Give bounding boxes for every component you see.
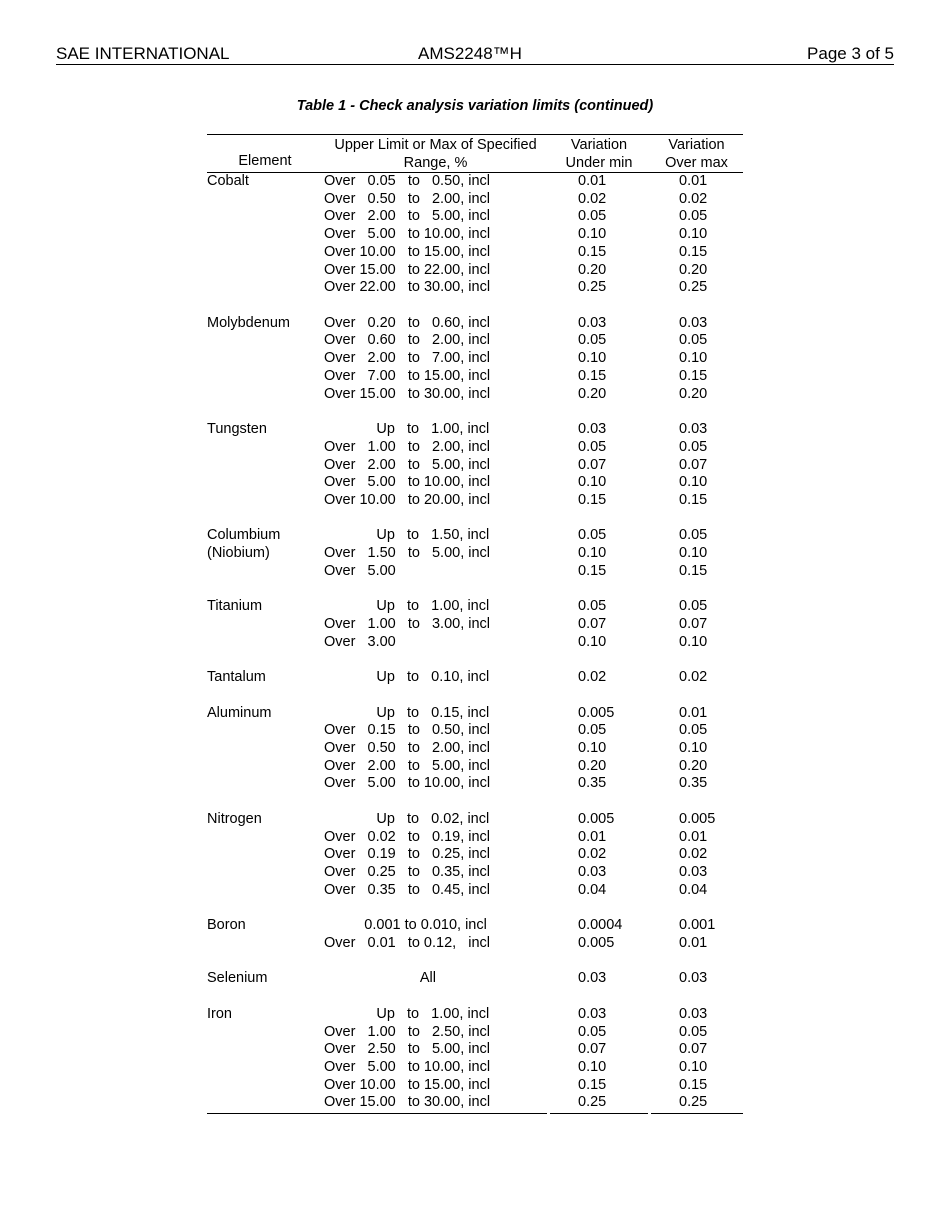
range-cell: Over 5.00: [324, 562, 396, 579]
over-max-cell: 0.03: [679, 421, 708, 438]
over-max-cell: 0.02: [679, 190, 708, 207]
column-header-range-line1: Upper Limit or Max of Specified: [334, 137, 537, 153]
range-cell: Over 0.05 to 0.50, incl: [324, 173, 491, 189]
range-cell: Over 0.50 to 2.00, incl: [324, 740, 491, 756]
page-header: [56, 44, 894, 65]
range-cell: Up to 0.15, incl: [324, 704, 490, 721]
under-min-cell: 0.10: [578, 545, 607, 562]
element-cell: Iron: [207, 1005, 232, 1022]
over-max-cell: 0.20: [679, 385, 708, 402]
over-max-cell: 0.01: [679, 828, 708, 845]
under-min-cell: 0.15: [578, 562, 607, 579]
under-min-cell: 0.10: [578, 633, 607, 650]
over-max-cell: 0.05: [679, 438, 708, 455]
header-organization: SAE INTERNATIONAL: [56, 44, 230, 63]
under-min-cell: 0.0004: [578, 917, 623, 934]
range-cell: Over 1.00 to 3.00, incl: [324, 615, 491, 632]
range-cell: Up to 1.00, incl: [324, 421, 490, 438]
column-header-under-min-line1: Variation: [570, 137, 628, 153]
table-row: [207, 1024, 743, 1042]
under-min-cell: 0.15: [578, 1076, 607, 1093]
range-cell: Over 5.00 to 10.00, incl: [324, 226, 491, 243]
under-min-cell: 0.04: [578, 881, 607, 898]
under-min-cell: 0.05: [578, 208, 607, 225]
table-row: [207, 386, 743, 404]
table-row: [207, 226, 743, 244]
under-min-cell: 0.05: [578, 598, 607, 615]
over-max-cell: 0.05: [679, 332, 708, 349]
group-spacer: [207, 297, 743, 315]
over-max-cell: 0.15: [679, 562, 708, 579]
under-min-cell: 0.01: [578, 173, 607, 189]
table-row: [207, 1077, 743, 1095]
over-max-cell: 0.35: [679, 775, 708, 792]
table-row: [207, 970, 743, 988]
range-cell: Over 1.00 to 2.00, incl: [324, 438, 491, 455]
over-max-cell: 0.10: [679, 1058, 708, 1075]
table-row: [207, 492, 743, 510]
table-row: [207, 332, 743, 350]
table-row: [207, 811, 743, 829]
over-max-cell: 0.20: [679, 261, 708, 278]
under-min-cell: 0.10: [578, 474, 607, 491]
group-spacer: [207, 988, 743, 1006]
under-min-cell: 0.03: [578, 970, 607, 987]
over-max-cell: 0.05: [679, 598, 708, 615]
table-row: [207, 262, 743, 280]
under-min-cell: 0.005: [578, 704, 615, 721]
element-cell: Columbium: [207, 527, 281, 544]
range-cell: 0.001 to 0.010, incl: [324, 917, 487, 934]
table-row: [207, 315, 743, 333]
element-cell: Tungsten: [207, 421, 267, 438]
range-cell: Over 10.00 to 15.00, incl: [324, 1076, 491, 1093]
under-min-cell: 0.25: [578, 279, 607, 296]
over-max-cell: 0.03: [679, 864, 708, 881]
range-cell: Up to 1.50, incl: [324, 527, 490, 544]
header-document-id: AMS2248™H: [418, 44, 522, 63]
variation-limits-table: [207, 134, 743, 1114]
table-row: [207, 598, 743, 616]
under-min-cell: 0.03: [578, 864, 607, 881]
column-header-range-line2: Range, %: [403, 154, 468, 171]
table-row: [207, 846, 743, 864]
table-body: [207, 173, 743, 1112]
range-cell: Over 10.00 to 15.00, incl: [324, 243, 491, 260]
table-row: [207, 722, 743, 740]
range-cell: Up to 1.00, incl: [324, 1005, 490, 1022]
under-min-cell: 0.15: [578, 491, 607, 508]
over-max-cell: 0.07: [679, 456, 708, 473]
column-header-under-min-line2: Under min: [565, 154, 633, 171]
range-cell: Over 7.00 to 15.00, incl: [324, 367, 491, 384]
under-min-cell: 0.15: [578, 367, 607, 384]
column-header-over-max-line2: Over max: [665, 154, 728, 171]
over-max-cell: 0.07: [679, 615, 708, 632]
over-max-cell: 0.03: [679, 314, 708, 331]
over-max-cell: 0.03: [679, 1005, 708, 1022]
under-min-cell: 0.05: [578, 1023, 607, 1040]
group-spacer: [207, 687, 743, 705]
over-max-cell: 0.10: [679, 226, 708, 243]
column-header-under-min: [548, 137, 650, 172]
under-min-cell: 0.20: [578, 385, 607, 402]
table-row: [207, 208, 743, 226]
group-spacer: [207, 899, 743, 917]
under-min-cell: 0.15: [578, 243, 607, 260]
table-row: [207, 563, 743, 581]
table-row: [207, 775, 743, 793]
range-cell: Over 0.01 to 0.12, incl: [324, 934, 491, 951]
element-cell: (Niobium): [207, 545, 270, 562]
element-cell: Boron: [207, 917, 246, 934]
column-header-range: [323, 137, 548, 172]
group-spacer: [207, 953, 743, 971]
under-min-cell: 0.05: [578, 722, 607, 739]
table-row: [207, 439, 743, 457]
range-cell: Over 0.02 to 0.19, incl: [324, 828, 491, 845]
range-cell: Up to 0.10, incl: [324, 669, 490, 686]
range-cell: Over 2.00 to 5.00, incl: [324, 757, 491, 774]
range-cell: Over 2.50 to 5.00, incl: [324, 1041, 491, 1058]
table-row: [207, 634, 743, 652]
table-row: [207, 882, 743, 900]
range-cell: Over 0.20 to 0.60, incl: [324, 314, 491, 331]
table-row: [207, 474, 743, 492]
under-min-cell: 0.10: [578, 1058, 607, 1075]
under-min-cell: 0.25: [578, 1094, 607, 1111]
element-cell: Nitrogen: [207, 810, 262, 827]
table-row: [207, 421, 743, 439]
table-header: [207, 135, 743, 173]
table-caption: Table 1 - Check analysis variation limits (continued): [296, 98, 654, 114]
under-min-cell: 0.20: [578, 757, 607, 774]
header-page-number: Page 3 of 5: [807, 44, 894, 63]
table-row: [207, 616, 743, 634]
range-cell: Over 1.50 to 5.00, incl: [324, 545, 491, 562]
over-max-cell: 0.15: [679, 243, 708, 260]
table-row: [207, 368, 743, 386]
range-cell: Over 15.00 to 30.00, incl: [324, 385, 491, 402]
over-max-cell: 0.05: [679, 527, 708, 544]
over-max-cell: 0.25: [679, 279, 708, 296]
table-row: [207, 1006, 743, 1024]
table-row: [207, 829, 743, 847]
under-min-cell: 0.07: [578, 1041, 607, 1058]
under-min-cell: 0.02: [578, 190, 607, 207]
under-min-cell: 0.02: [578, 669, 607, 686]
range-cell: Over 0.19 to 0.25, incl: [324, 846, 491, 863]
over-max-cell: 0.10: [679, 740, 708, 756]
range-cell: Over 15.00 to 22.00, incl: [324, 261, 491, 278]
over-max-cell: 0.10: [679, 545, 708, 562]
under-min-cell: 0.35: [578, 775, 607, 792]
under-min-cell: 0.01: [578, 828, 607, 845]
range-cell: Over 0.35 to 0.45, incl: [324, 881, 491, 898]
table-row: [207, 545, 743, 563]
element-cell: Selenium: [207, 970, 268, 987]
over-max-cell: 0.15: [679, 491, 708, 508]
over-max-cell: 0.005: [679, 810, 716, 827]
over-max-cell: 0.20: [679, 757, 708, 774]
under-min-cell: 0.03: [578, 421, 607, 438]
range-cell: Over 15.00 to 30.00, incl: [324, 1094, 491, 1111]
table-bottom-rule: [207, 1113, 743, 1114]
under-min-cell: 0.10: [578, 350, 607, 367]
column-header-element: Element: [238, 153, 292, 169]
over-max-cell: 0.10: [679, 350, 708, 367]
table-row: [207, 917, 743, 935]
over-max-cell: 0.10: [679, 633, 708, 650]
table-row: [207, 864, 743, 882]
range-cell: Over 5.00 to 10.00, incl: [324, 474, 491, 491]
range-cell: Over 22.00 to 30.00, incl: [324, 279, 491, 296]
over-max-cell: 0.07: [679, 1041, 708, 1058]
column-header-over-max-line1: Variation: [668, 137, 725, 153]
element-cell: Aluminum: [207, 704, 272, 721]
over-max-cell: 0.15: [679, 367, 708, 384]
element-cell: Tantalum: [207, 669, 266, 686]
under-min-cell: 0.20: [578, 261, 607, 278]
element-cell: Cobalt: [207, 173, 249, 189]
table-row: [207, 244, 743, 262]
group-spacer: [207, 403, 743, 421]
column-header-over-max: [650, 137, 743, 172]
range-cell: Over 5.00 to 10.00, incl: [324, 775, 491, 792]
range-cell: Over 3.00: [324, 633, 396, 650]
over-max-cell: 0.01: [679, 173, 708, 189]
under-min-cell: 0.07: [578, 615, 607, 632]
range-cell: Over 0.25 to 0.35, incl: [324, 864, 491, 881]
table-row: [207, 758, 743, 776]
range-cell: Over 2.00 to 5.00, incl: [324, 456, 491, 473]
table-row: [207, 705, 743, 723]
over-max-cell: 0.02: [679, 669, 708, 686]
group-spacer: [207, 651, 743, 669]
over-max-cell: 0.01: [679, 934, 708, 951]
over-max-cell: 0.15: [679, 1076, 708, 1093]
table-row: [207, 1094, 743, 1112]
range-cell: Over 0.15 to 0.50, incl: [324, 722, 491, 739]
under-min-cell: 0.10: [578, 740, 607, 756]
under-min-cell: 0.05: [578, 527, 607, 544]
over-max-cell: 0.02: [679, 846, 708, 863]
group-spacer: [207, 510, 743, 528]
over-max-cell: 0.001: [679, 917, 716, 934]
over-max-cell: 0.04: [679, 881, 708, 898]
table-row: [207, 457, 743, 475]
table-row: [207, 935, 743, 953]
range-cell: Over 10.00 to 20.00, incl: [324, 491, 491, 508]
over-max-cell: 0.05: [679, 208, 708, 225]
group-spacer: [207, 793, 743, 811]
range-cell: All: [324, 970, 436, 987]
under-min-cell: 0.005: [578, 810, 615, 827]
group-spacer: [207, 581, 743, 599]
over-max-cell: 0.01: [679, 704, 708, 721]
range-cell: Up to 0.02, incl: [324, 810, 490, 827]
under-min-cell: 0.02: [578, 846, 607, 863]
under-min-cell: 0.03: [578, 314, 607, 331]
table-row: [207, 191, 743, 209]
table-row: [207, 173, 743, 191]
under-min-cell: 0.10: [578, 226, 607, 243]
over-max-cell: 0.25: [679, 1094, 708, 1111]
table-row: [207, 350, 743, 368]
range-cell: Over 2.00 to 5.00, incl: [324, 208, 491, 225]
table-row: [207, 669, 743, 687]
range-cell: Up to 1.00, incl: [324, 598, 490, 615]
under-min-cell: 0.05: [578, 332, 607, 349]
range-cell: Over 0.50 to 2.00, incl: [324, 190, 491, 207]
over-max-cell: 0.05: [679, 1023, 708, 1040]
table-row: [207, 527, 743, 545]
table-row: [207, 1041, 743, 1059]
over-max-cell: 0.05: [679, 722, 708, 739]
under-min-cell: 0.07: [578, 456, 607, 473]
table-row: [207, 1059, 743, 1077]
table-row: [207, 279, 743, 297]
range-cell: Over 2.00 to 7.00, incl: [324, 350, 491, 367]
element-cell: Titanium: [207, 598, 263, 615]
range-cell: Over 5.00 to 10.00, incl: [324, 1058, 491, 1075]
under-min-cell: 0.005: [578, 934, 615, 951]
under-min-cell: 0.05: [578, 438, 607, 455]
over-max-cell: 0.10: [679, 474, 708, 491]
under-min-cell: 0.03: [578, 1005, 607, 1022]
element-cell: Molybdenum: [207, 314, 291, 331]
table-row: [207, 740, 743, 758]
over-max-cell: 0.03: [679, 970, 708, 987]
range-cell: Over 0.60 to 2.00, incl: [324, 332, 491, 349]
range-cell: Over 1.00 to 2.50, incl: [324, 1023, 491, 1040]
